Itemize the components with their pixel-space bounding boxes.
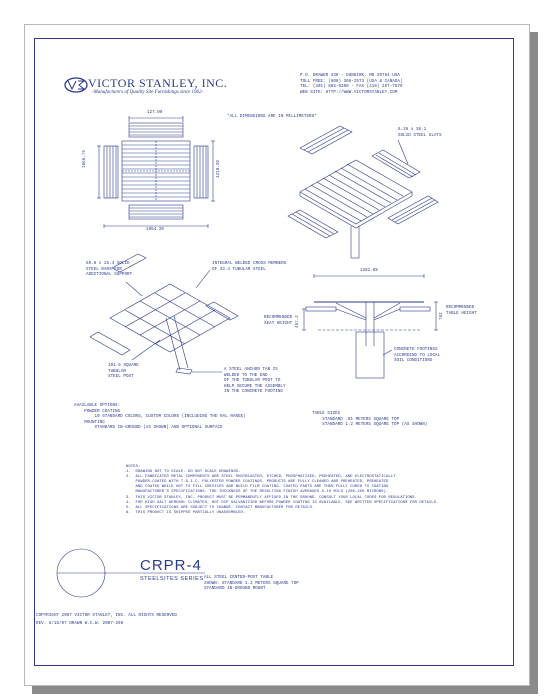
callout-line: SEAT HEIGHT <box>264 321 293 326</box>
callout-line: INTEGRAL WELDED CROSS MEMBERS <box>212 262 287 266</box>
post-callout <box>108 364 139 381</box>
option-line: AVAILABLE OPTIONS: <box>74 404 121 408</box>
option-line: 10 STANDARD COLORS, CUSTOM COLORS (INCLUDING THE RAL RANGE) <box>74 415 246 420</box>
company-address <box>300 74 403 96</box>
company-tagline: -Manufacturers of Quality Site Furnishings since 1962- <box>92 90 204 95</box>
note-line: 3. THIS VICTOR STANLEY, INC. PRODUCT MUST BE PERMANENTLY AFFIXED IN THE GROUND. CONSULT YOUR LOCAL CODES FOR REGULATIONS. <box>126 495 417 500</box>
footings-callout <box>394 348 440 365</box>
note-line: AND COATED WHILE HOT TO FILL CREVICES AND BUILD FILM COATING. COATED PARTS ARE THEN FULLY CURED TO COATING <box>126 485 389 490</box>
model-code: CRPR-4 <box>140 557 202 574</box>
option-line: MOUNTING <box>74 420 105 425</box>
dimension-note: *ALL DIMENSIONS ARE IN MILLIMETERS* <box>227 115 317 119</box>
callout-line: A STEEL ANCHOR TAB IS <box>224 368 278 372</box>
callout-line: STEEL POST <box>108 375 134 380</box>
callout-line: 6.35 x 38.1 <box>398 128 427 132</box>
note-line: NOTES: <box>126 465 141 469</box>
dim-plan-right: 1219.20 <box>217 160 221 178</box>
note-line: 2. ALL FABRICATED METAL COMPONENTS ARE STEEL SHOTBLASTED, ETCHED, PHOSPHATIZED, PREHEATED, AND ELECTROSTATICALLY <box>126 475 396 480</box>
table-sizes <box>312 412 427 429</box>
callout-line: WELDED TO THE END <box>224 373 268 378</box>
size-line: STANDARD .91 METERS SQUARE TOP <box>312 417 400 422</box>
callout-line: ADDITIONAL SUPPORT <box>86 273 133 278</box>
logo-icon <box>65 78 87 92</box>
description-line: SHOWN: STANDARD 1.2 METERS SQUARE TOP <box>204 581 299 586</box>
note-line: 4. FOR HIGH SALT AEROSOL CLIMATES, HOT DIP GALVANIZING BEFORE POWDER COATING IS AVAILABLE. SEE WRITTEN SPECIFICATIONS FOR DETAILS. <box>126 500 439 505</box>
size-line: TABLE SIZES <box>312 412 341 416</box>
callout-line: OF 33.4 TUBULAR STEEL <box>212 267 266 272</box>
note-line: 5. ALL SPECIFICATIONS ARE SUBJECT TO CHANGE. CONTACT MANUFACTURER FOR DETAILS. <box>126 505 315 510</box>
dim-elev-right: 762 <box>440 312 444 320</box>
dim-plan-bottom: 1854.20 <box>146 228 164 232</box>
seat-height-callout <box>264 316 292 327</box>
address-line: WEB SITE: HTTP://WWW.VICTORSTANLEY.COM <box>300 90 398 95</box>
series-name: STEELSITES SERIES <box>140 576 204 582</box>
callout-line: CONCRETE FOOTINGS <box>394 348 438 352</box>
product-description <box>204 576 299 593</box>
description-line: STANDARD IN-GROUND MOUNT <box>204 587 266 592</box>
available-options <box>74 404 246 432</box>
dim-plan-top: 127.00 <box>147 111 163 115</box>
note-line: MANUFACTURER'S SPECIFICATIONS. THE THICKNESS OF THE RESULTING FINISH AVERAGES 8-10 MILS (200-250 MICRONS). <box>126 490 389 495</box>
plan-view <box>97 116 215 228</box>
callout-line: SOIL CONDITIONS <box>394 359 433 364</box>
note-line: POWDER-COATED WITH T.G.I.C. POLYESTER POWDER COATINGS. PRODUCTS ARE FULLY CLEANED AND PREHEATED, PREHEATED <box>126 480 389 485</box>
support-bars-callout <box>86 262 132 279</box>
anchor-callout <box>224 368 286 396</box>
callout-line: 50.8 x 25.4 SOLID <box>86 262 130 266</box>
address-line: TOLL FREE: (800) 368-2573 (USA & CANADA) <box>300 79 403 84</box>
cross-members-callout <box>212 262 286 273</box>
dim-elev-top: 1282.85 <box>360 269 378 273</box>
callout-line: ACCORDING TO LOCAL <box>394 353 441 358</box>
callout-line: TABLE HEIGHT <box>446 311 477 316</box>
option-line: POWDER COATING <box>74 409 121 414</box>
address-line: P.O. DRAWER 330 - DUNKIRK, MD 20754 USA <box>300 74 400 78</box>
size-line: STANDARD 1.2 METERS SQUARE TOP (AS SHOWN) <box>312 423 428 428</box>
callout-line: STEEL BARS FOR <box>86 267 122 272</box>
callout-line: RECOMMENDED <box>446 306 475 310</box>
callout-line: HELP SECURE THE ASSEMBLY <box>224 384 286 389</box>
dim-elev-left: 457.2 <box>296 315 300 328</box>
callout-line: SOLID STEEL SLATS <box>398 133 442 138</box>
callout-line: RECOMMENDED <box>264 316 293 320</box>
copyright: COPYRIGHT 2007 VICTOR STANLEY, INC. ALL RIGHTS RESERVED <box>36 614 177 618</box>
callout-line: TUBULAR <box>108 369 126 374</box>
note-line: 6. THIS PRODUCT IS SHIPPED PARTIALLY UNASSEMBLED. <box>126 510 246 515</box>
isometric-view <box>288 126 438 258</box>
address-line: TEL: (301) 855-8300 - FAX (410) 257-7579 <box>300 85 403 90</box>
callout-line: IN THE CONCRETE FOOTING <box>224 390 283 395</box>
dim-plan-left: 1066.75 <box>83 150 87 168</box>
notes <box>126 465 438 516</box>
callout-line: 101.6 SQUARE <box>108 364 139 368</box>
callout-line: OF THE TUBULAR POST TO <box>224 379 281 384</box>
description-line: ALL STEEL CENTER-POST TABLE <box>204 576 274 580</box>
option-line: STANDARD IN-GROUND (AS SHOWN) AND OPTIONAL SURFACE <box>74 426 223 431</box>
revision: REV. 6/15/07 DRAWN W.C.W. 2007-298 <box>36 622 124 626</box>
company-name: VICTOR STANLEY, INC. <box>88 76 228 90</box>
slats-callout <box>398 128 442 139</box>
note-line: 1. DRAWING NOT TO SCALE. DO NOT SCALE DRAWINGS. <box>126 470 241 475</box>
table-height-callout <box>446 306 477 317</box>
